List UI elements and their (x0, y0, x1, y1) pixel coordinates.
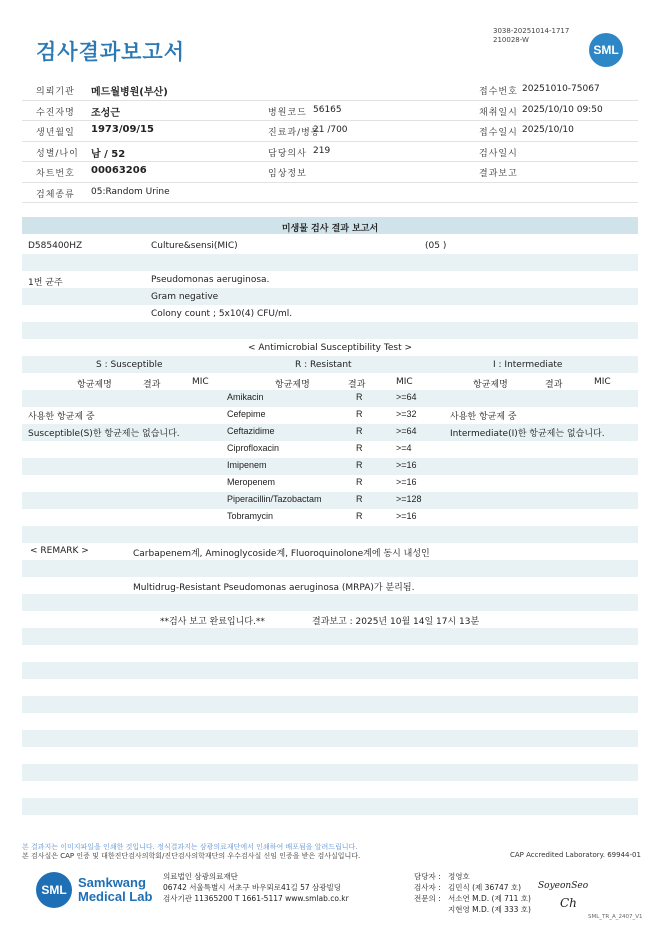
col-result-i: 결과 (545, 380, 563, 390)
field-label: 병원코드 (268, 107, 307, 118)
ast-mic: >=64 (396, 426, 417, 436)
field-value: 2025/10/10 09:50 (522, 104, 603, 115)
ast-result: R (356, 392, 363, 402)
group-resistant: R : Resistant (295, 360, 352, 370)
field-label: 검사일시 (479, 148, 518, 159)
report-datetime: 결과보고 : 2025년 10월 14일 17시 13분 (312, 617, 480, 627)
ast-drug: Imipenem (227, 460, 267, 470)
notice-line-2: 본 검사실은 CAP 인증 및 대한진단검사의학회/진단검사의학재단의 우수검사실 신임 인증을 받은 검사실입니다. (22, 852, 361, 860)
field-value: 메드월병원(부산) (91, 87, 168, 98)
test-name: Culture&sensi(MIC) (151, 241, 238, 251)
field-value: 56165 (313, 104, 342, 115)
staff-line (414, 882, 531, 893)
staff-name: 서소연 M.D. (제 711 호) (448, 894, 531, 903)
col-mic-s: MIC (192, 377, 209, 387)
ast-result: R (356, 494, 363, 504)
organism-colony: Colony count ; 5x10(4) CFU/ml. (151, 309, 293, 319)
ast-drug: Cefepime (227, 409, 266, 419)
footer-org: 의료법인 삼광의료재단 (163, 872, 238, 881)
footer-address-block (163, 871, 349, 904)
row-stripe (22, 798, 638, 815)
row-stripe (22, 594, 638, 611)
field-value: 21 /700 (313, 125, 348, 135)
remark-line-2: Multidrug-Resistant Pseudomonas aeruginosa (MRPA)가 분리됨. (133, 583, 415, 593)
staff-role: 검사자 : (414, 883, 441, 892)
field-label: 채취일시 (479, 107, 518, 118)
notice (22, 843, 360, 861)
report-title: 검사결과보고서 (36, 40, 186, 64)
row-stripe (22, 288, 638, 305)
staff-role: 전문의 : (414, 894, 441, 903)
col-drug-i: 항균제명 (473, 380, 508, 390)
patient-info-row (22, 183, 638, 204)
patient-info-row (22, 101, 638, 122)
group-susceptible: S : Susceptible (96, 360, 163, 370)
field-value: 20251010-75067 (522, 84, 600, 94)
organism-name: Pseudomonas aeruginosa. (151, 275, 270, 285)
field-label: 의뢰기관 (36, 87, 75, 97)
col-result-s: 결과 (143, 380, 161, 390)
organism-gram: Gram negative (151, 292, 219, 302)
ast-drug: Amikacin (227, 392, 264, 402)
ast-mic: >=16 (396, 460, 417, 470)
sml-logo: SML (589, 33, 623, 67)
footer-staff (414, 871, 531, 915)
row-stripe (22, 730, 638, 747)
section-title: 미생물 검사 결과 보고서 (281, 224, 379, 234)
field-label: 생년월일 (36, 128, 75, 138)
field-label: 결과보고 (479, 169, 518, 179)
patient-info-row (22, 80, 638, 101)
ast-mic: >=16 (396, 477, 417, 487)
patient-info-row (22, 142, 638, 163)
field-value: 219 (313, 145, 331, 156)
ast-result: R (356, 460, 363, 470)
ast-mic: >=128 (396, 494, 422, 504)
staff-line (414, 893, 531, 904)
field-label: 진료과/병동 (268, 128, 321, 138)
ast-drug: Tobramycin (227, 511, 274, 521)
s-note-1: 사용한 항균제 중 (28, 412, 95, 422)
row-stripe (22, 628, 638, 645)
col-mic-r: MIC (396, 377, 413, 387)
notice-line-1: 본 결과지는 이미지파일을 인쇄한 것입니다. 정식결과지는 삼광의료재단에서 인쇄하여 배포됨을 알려드립니다. (22, 843, 358, 851)
patient-info-table (22, 80, 638, 203)
patient-info-row (22, 162, 638, 183)
footer-logo (36, 872, 152, 908)
ast-drug: Meropenem (227, 477, 276, 487)
ast-mic: >=64 (396, 392, 417, 402)
field-label: 검체종류 (36, 189, 75, 200)
row-stripe (22, 662, 638, 679)
staff-role: 담당자 : (414, 872, 441, 881)
row-stripe (22, 390, 638, 407)
field-label: 담당의사 (268, 148, 307, 159)
ast-result: R (356, 409, 363, 419)
row-stripe (22, 492, 638, 509)
i-note-1: 사용한 항균제 중 (450, 412, 517, 422)
logo-name: Samkwang Medical Lab (78, 875, 153, 904)
row-stripe (22, 560, 638, 577)
i-note-2: Intermediate(I)한 항균제는 없습니다. (450, 429, 605, 439)
signature-specialist-1: SoyeonSeo (538, 881, 589, 891)
row-stripe (22, 696, 638, 713)
field-label: 접수번호 (479, 87, 518, 97)
row-stripe (22, 254, 638, 271)
staff-name: 김민식 (제 36747 호) (448, 883, 522, 892)
staff-name: 정영호 (448, 872, 470, 881)
patient-info-row (22, 121, 638, 142)
group-intermediate: I : Intermediate (493, 360, 563, 370)
organism-label: 1번 균주 (28, 278, 63, 288)
report-complete: **검사 보고 완료입니다.** (160, 617, 265, 627)
staff-name: 지현영 M.D. (제 333 호) (448, 905, 531, 914)
test-code: D585400HZ (28, 241, 83, 251)
form-code: SML_TR_A_2407_V1 (588, 914, 643, 920)
field-label: 성별/나이 (36, 148, 79, 159)
field-value: 1973/09/15 (91, 124, 154, 135)
footer-contact: 검사기관 11365200 T 1661-5117 www.smlab.co.kr (163, 894, 349, 903)
ast-drug: Piperacillin/Tazobactam (227, 494, 322, 504)
field-label: 접수일시 (479, 128, 518, 138)
ast-drug: Ceftazidime (227, 426, 275, 436)
row-stripe (22, 764, 638, 781)
ast-result: R (356, 426, 363, 436)
test-paren: (05 ) (425, 241, 447, 251)
footer-address: 06742 서울특별시 서초구 바우뫼로41길 57 삼광빌딩 (163, 883, 342, 892)
s-note-2: Susceptible(S)한 항균제는 없습니다. (28, 429, 180, 439)
field-value: 남 / 52 (91, 148, 126, 160)
remark-line-1: Carbapenem계, Aminoglycoside계, Fluoroquinolone계에 동시 내성인 (133, 549, 430, 559)
col-mic-i: MIC (594, 377, 611, 387)
ast-mic: >=4 (396, 443, 412, 453)
row-stripe (22, 322, 638, 339)
signature-specialist-2: Ch (560, 896, 577, 910)
field-label: 차트번호 (36, 169, 75, 179)
field-label: 임상정보 (268, 169, 307, 179)
row-stripe (22, 458, 638, 475)
ast-mic: >=16 (396, 511, 417, 521)
remark-label: < REMARK > (30, 546, 89, 556)
document-id: 3038-20251014-1717 210028-W (493, 27, 570, 44)
cap-accreditation: CAP Accredited Laboratory. 69944-01 (510, 851, 641, 859)
staff-line (414, 871, 531, 882)
ast-drug: Ciprofloxacin (227, 443, 280, 453)
ast-title: < Antimicrobial Susceptibility Test > (248, 343, 412, 353)
row-stripe (22, 526, 638, 543)
field-label: 수진자명 (36, 107, 75, 118)
ast-mic: >=32 (396, 409, 417, 419)
field-value: 조성근 (91, 107, 120, 119)
sml-logo-mark: SML (36, 872, 72, 908)
field-value: 00063206 (91, 165, 147, 176)
col-drug-r: 항균제명 (275, 380, 310, 390)
col-result-r: 결과 (348, 380, 366, 390)
field-value: 05:Random Urine (91, 186, 170, 197)
col-drug-s: 항균제명 (77, 380, 112, 390)
ast-result: R (356, 477, 363, 487)
ast-result: R (356, 443, 363, 453)
ast-result: R (356, 511, 363, 521)
staff-line (414, 904, 531, 915)
field-value: 2025/10/10 (522, 125, 574, 135)
